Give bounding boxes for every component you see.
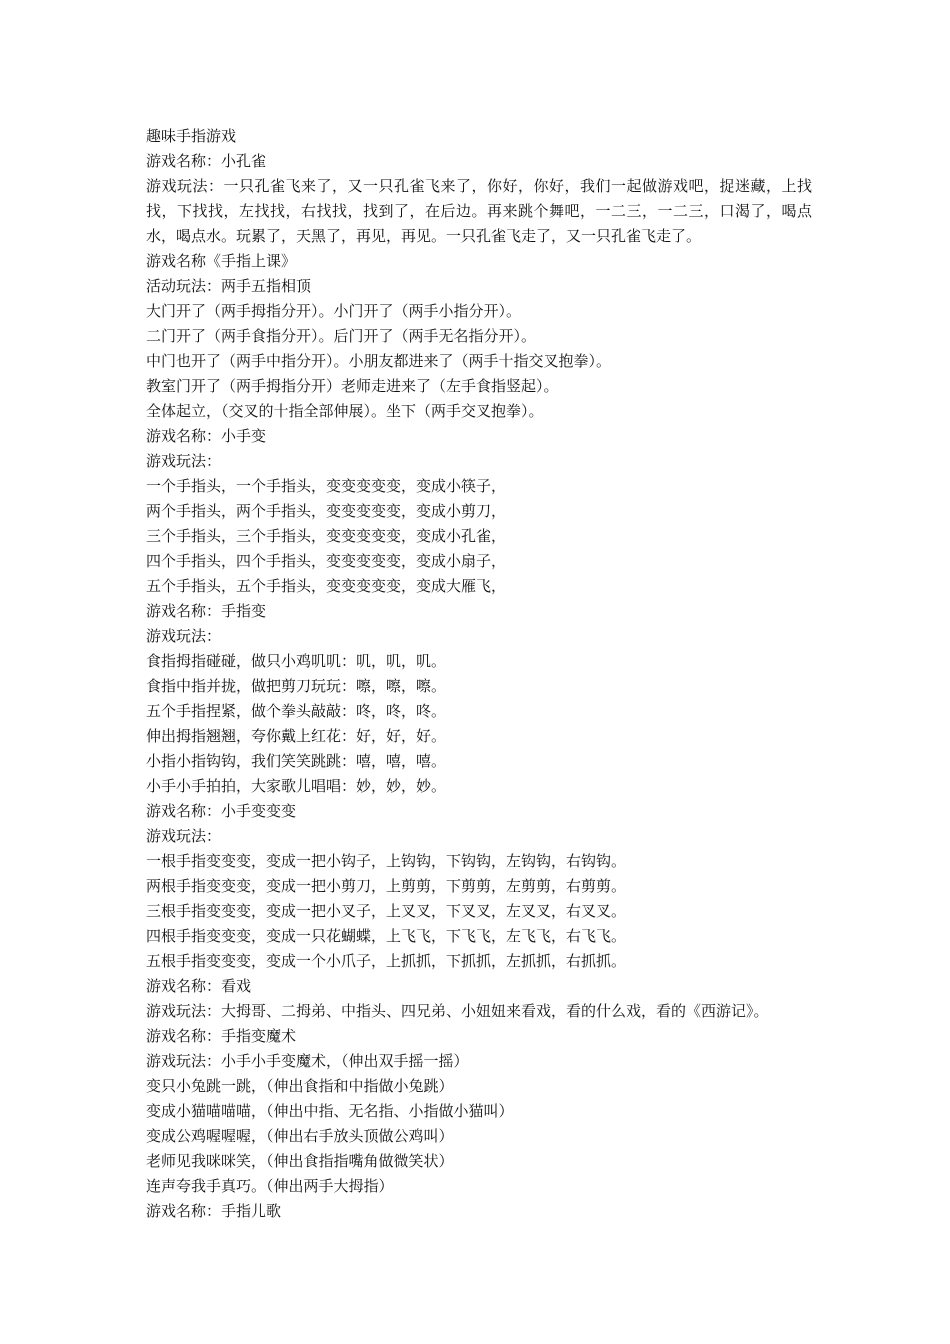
game-name-peacock: 游戏名称：小孔雀: [146, 152, 267, 170]
text-line: 中门也开了（两手中指分开）。小朋友都进来了（两手十指交叉抱拳）。: [146, 352, 612, 370]
rules-heading: 游戏玩法：: [146, 827, 222, 845]
document-body: [146, 124, 826, 1224]
peacock-rules-paragraph: 游戏玩法：一只孔雀飞来了，又一只孔雀飞来了，你好，你好，我们一起做游戏吧，捉迷藏，上找找，下找找，左找找，右找找，找到了，在后边。再来跳个舞吧，一二三，一二三，口渴了，喝点水，喝点水。玩累了，天黑了，再见，再见。一只孔雀飞走了，又一只孔雀飞走了。: [146, 177, 812, 245]
text-line: 食指中指并拢，做把剪刀玩玩：嚓，嚓，嚓。: [146, 677, 447, 695]
rules-heading: 游戏玩法：: [146, 452, 222, 470]
game-name-hand-change-change: 游戏名称：小手变变变: [146, 802, 297, 820]
text-line: 小指小指钩钩，我们笑笑跳跳：嘻，嘻，嘻。: [146, 752, 447, 770]
game-name-finger-change: 游戏名称：手指变: [146, 602, 267, 620]
text-line: 四个手指头，四个手指头，变变变变变，变成小扇子，: [146, 552, 507, 570]
text-line: 连声夸我手真巧。（伸出两手大拇指）: [146, 1177, 394, 1195]
text-line: 一个手指头，一个手指头，变变变变变，变成小筷子，: [146, 477, 507, 495]
game-name-small-hand-change: 游戏名称：小手变: [146, 427, 267, 445]
rules-heading: 游戏玩法：: [146, 627, 222, 645]
text-line: 食指拇指碰碰，做只小鸡叽叽：叽，叽，叽。: [146, 652, 447, 670]
text-line: 游戏玩法：大拇哥、二拇弟、中指头、四兄弟、小妞妞来看戏，看的什么戏，看的《西游记》。: [146, 1002, 769, 1020]
text-line: 四根手指变变变，变成一只花蝴蝶，上飞飞，下飞飞，左飞飞，右飞飞。: [146, 927, 627, 945]
text-line: 五根手指变变变，变成一个小爪子，上抓抓，下抓抓，左抓抓，右抓抓。: [146, 952, 627, 970]
text-line: 变只小兔跳一跳，（伸出食指和中指做小兔跳）: [146, 1077, 454, 1095]
game-name-finger-class: 游戏名称《手指上课》: [146, 252, 297, 270]
text-line: 小手小手拍拍，大家歌儿唱唱：妙，妙，妙。: [146, 777, 447, 795]
text-line: 五个手指捏紧，做个拳头敲敲：咚，咚，咚。: [146, 702, 447, 720]
text-line: 老师见我咪咪笑，（伸出食指指嘴角做微笑状）: [146, 1152, 454, 1170]
text-line: 教室门开了（两手拇指分开）老师走进来了（左手食指竖起）。: [146, 377, 559, 395]
text-line: 一根手指变变变，变成一把小钩子，上钩钩，下钩钩，左钩钩，右钩钩。: [146, 852, 627, 870]
text-line: 大门开了（两手拇指分开）。小门开了（两手小指分开）。: [146, 302, 522, 320]
text-line: 两个手指头，两个手指头，变变变变变，变成小剪刀，: [146, 502, 507, 520]
text-line: 二门开了（两手食指分开）。后门开了（两手无名指分开）。: [146, 327, 537, 345]
game-name-finger-song: 游戏名称：手指儿歌: [146, 1202, 282, 1220]
document-title: 趣味手指游戏: [146, 127, 237, 145]
text-line: 三根手指变变变，变成一把小叉子，上叉叉，下叉叉，左叉叉，右叉叉。: [146, 902, 627, 920]
text-line: 变成公鸡喔喔喔，（伸出右手放头顶做公鸡叫）: [146, 1127, 454, 1145]
game-name-finger-magic: 游戏名称：手指变魔术: [146, 1027, 297, 1045]
text-line: 伸出拇指翘翘，夸你戴上红花：好，好，好。: [146, 727, 447, 745]
text-line: 变成小猫喵喵喵，（伸出中指、无名指、小指做小猫叫）: [146, 1102, 514, 1120]
text-line: 两根手指变变变，变成一把小剪刀，上剪剪，下剪剪，左剪剪，右剪剪。: [146, 877, 627, 895]
game-name-watch-play: 游戏名称：看戏: [146, 977, 252, 995]
text-line: 全体起立，（交叉的十指全部伸展）。坐下（两手交叉抱拳）。: [146, 402, 544, 420]
text-line: 三个手指头，三个手指头，变变变变变，变成小孔雀，: [146, 527, 507, 545]
text-line: 五个手指头，五个手指头，变变变变变，变成大雁飞，: [146, 577, 507, 595]
text-line: 游戏玩法：小手小手变魔术，（伸出双手摇一摇）: [146, 1052, 469, 1070]
text-line: 活动玩法：两手五指相顶: [146, 277, 312, 295]
